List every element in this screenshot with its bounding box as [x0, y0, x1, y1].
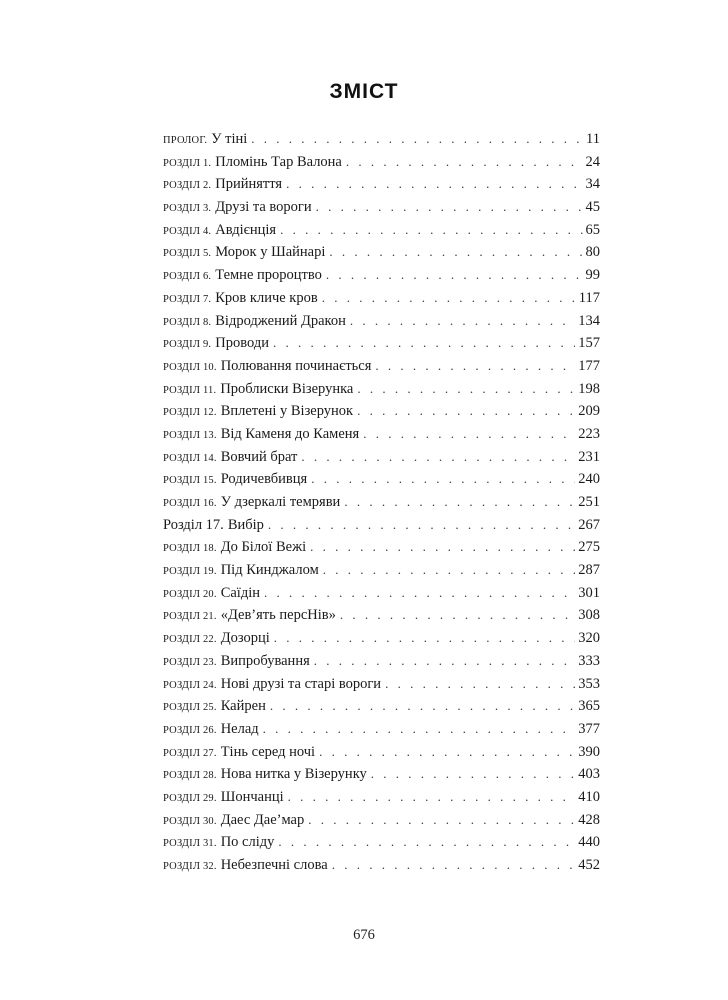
toc-entry-title: Випробування	[220, 652, 310, 669]
toc-entry-page: 452	[578, 857, 600, 873]
toc-entry-title: Вибір	[227, 516, 264, 533]
toc-entry	[163, 332, 600, 355]
toc-entry-title: До Білої Вежі	[220, 539, 307, 556]
toc-entry-label: РОЗДІЛ 6.	[163, 271, 212, 283]
toc-entry	[163, 582, 600, 605]
toc-entry-page: 177	[578, 357, 600, 374]
dot-leader	[268, 514, 575, 537]
toc-entry-title: Прийняття	[215, 176, 283, 193]
toc-entry-page: 377	[578, 720, 600, 737]
toc-entry-label: РОЗДІЛ 21.	[163, 611, 217, 623]
toc-entry	[163, 695, 600, 718]
toc-entry-label: РОЗДІЛ 5.	[163, 248, 212, 260]
toc-entry-title: Авдієнція	[215, 221, 277, 238]
toc-entry-page: 65	[585, 221, 600, 238]
toc-entry-page: 440	[578, 834, 600, 851]
toc-entry-label: РОЗДІЛ 2.	[163, 180, 212, 192]
toc-entry-label: РОЗДІЛ 22.	[163, 634, 217, 646]
toc-entry-page: 45	[585, 199, 600, 216]
toc-entry-page: 157	[578, 335, 600, 352]
toc-entry	[163, 355, 600, 378]
toc-entry-label: РОЗДІЛ 20.	[163, 588, 217, 600]
toc-entry-title: Небезпечні слова	[220, 857, 328, 873]
toc-entry-page: 308	[578, 607, 600, 624]
toc-entry	[163, 378, 600, 401]
toc-entry-title: Вплетені у Візерунок	[220, 403, 354, 420]
dot-leader	[263, 718, 576, 741]
toc-entry	[163, 673, 600, 696]
toc-entry-page: 99	[585, 267, 600, 284]
toc-entry-page: 80	[585, 244, 600, 261]
toc-entry	[163, 219, 600, 242]
toc-entry-label: РОЗДІЛ 30.	[163, 815, 217, 827]
toc-entry-label: РОЗДІЛ 18.	[163, 543, 217, 555]
toc-entry-page: 117	[578, 289, 600, 306]
toc-entry-page: 209	[578, 403, 600, 420]
toc-entry-title: У тіні	[211, 131, 248, 147]
dot-leader	[332, 854, 576, 877]
toc-entry-page: 223	[578, 425, 600, 442]
dot-leader	[316, 196, 583, 219]
toc-entry	[163, 264, 600, 287]
toc-entry-label: ПРОЛОГ.	[163, 135, 208, 146]
toc-entry-label: РОЗДІЛ 7.	[163, 293, 212, 305]
dot-leader	[329, 241, 582, 264]
toc-entry-title: По сліду	[220, 834, 275, 851]
toc-entry-label: РОЗДІЛ 32.	[163, 861, 217, 872]
toc-entry	[163, 854, 600, 877]
toc-entry	[163, 559, 600, 582]
toc-entry	[163, 604, 600, 627]
toc-entry-title: Нова нитка у Візерунку	[220, 766, 367, 783]
toc-entry-label: РОЗДІЛ 29.	[163, 792, 217, 804]
toc-entry	[163, 128, 600, 151]
toc-entry	[163, 468, 600, 491]
toc-entry-page: 11	[586, 131, 600, 147]
toc-entry-title: Морок у Шайнарі	[215, 244, 326, 261]
toc-entry-label: РОЗДІЛ 12.	[163, 407, 217, 419]
toc-entry-title: Даес Дае’мар	[220, 811, 305, 828]
toc-entry-label: РОЗДІЛ 19.	[163, 566, 217, 578]
dot-leader	[314, 650, 576, 673]
dot-leader	[363, 423, 575, 446]
toc-entry	[163, 650, 600, 673]
toc-entry-label: РОЗДІЛ 10.	[163, 361, 217, 373]
dot-leader	[264, 582, 575, 605]
toc-entry	[163, 241, 600, 264]
toc-entry	[163, 763, 600, 786]
toc-entry-label: РОЗДІЛ 27.	[163, 747, 217, 759]
toc-entry-page: 251	[578, 494, 600, 510]
toc-entry-title: Родичевбивця	[220, 471, 308, 488]
table-of-contents	[163, 128, 600, 877]
toc-entry	[163, 514, 600, 537]
toc-entry-title: Проблиски Візерунка	[220, 380, 354, 397]
toc-entry-label: РОЗДІЛ 11.	[163, 384, 217, 396]
toc-entry-label: РОЗДІЛ 14.	[163, 452, 217, 464]
dot-leader	[346, 151, 583, 174]
toc-entry	[163, 786, 600, 809]
dot-leader	[278, 831, 575, 854]
dot-leader	[251, 128, 583, 151]
toc-entry	[163, 151, 600, 174]
dot-leader	[326, 264, 583, 287]
toc-entry-title: Полювання починається	[220, 357, 372, 374]
toc-entry-page: 24	[585, 153, 600, 170]
toc-entry-page: 240	[578, 471, 600, 488]
toc-entry	[163, 741, 600, 764]
toc-entry-label: РОЗДІЛ 23.	[163, 656, 217, 668]
toc-entry-page: 301	[578, 584, 600, 601]
page-number: 676	[353, 927, 375, 943]
toc-entry-label: РОЗДІЛ 25.	[163, 702, 217, 714]
toc-entry-title: Пломінь Тар Валона	[215, 153, 342, 170]
toc-entry-page: 231	[578, 448, 600, 465]
toc-entry-label: РОЗДІЛ 15.	[163, 475, 217, 487]
toc-entry-label: Розділ 17.	[163, 516, 224, 533]
dot-leader	[350, 310, 575, 333]
toc-entry-title: Відроджений Дракон	[215, 312, 346, 329]
toc-entry-label: РОЗДІЛ 13.	[163, 429, 217, 441]
dot-leader	[385, 673, 575, 696]
toc-entry-title: Саїдін	[220, 584, 261, 601]
dot-leader	[319, 741, 575, 764]
toc-entry-title: Темне пророцтво	[215, 267, 322, 284]
toc-entry	[163, 400, 600, 423]
dot-leader	[340, 604, 575, 627]
page-title: ЗМІСТ	[329, 80, 399, 103]
toc-entry-page: 287	[578, 562, 600, 579]
toc-entry	[163, 423, 600, 446]
dot-leader	[371, 763, 575, 786]
toc-entry-label: РОЗДІЛ 3.	[163, 203, 212, 215]
toc-entry-page: 198	[578, 380, 600, 397]
toc-entry-page: 134	[578, 312, 600, 329]
toc-entry-title: Проводи	[215, 335, 269, 352]
toc-entry-title: Дозорці	[220, 630, 270, 647]
toc-entry-label: РОЗДІЛ 28.	[163, 770, 217, 782]
toc-entry-label: РОЗДІЛ 31.	[163, 838, 217, 850]
toc-entry-page: 428	[578, 811, 600, 828]
toc-entry-label: РОЗДІЛ 16.	[163, 498, 217, 509]
toc-entry-title: У дзеркалі темряви	[220, 494, 341, 510]
toc-entry-title: Кров кличе кров	[215, 289, 318, 306]
toc-entry	[163, 310, 600, 333]
dot-leader	[274, 627, 575, 650]
toc-entry-label: РОЗДІЛ 26.	[163, 724, 217, 736]
toc-entry-page: 320	[578, 630, 600, 647]
toc-entry-label: РОЗДІЛ 8.	[163, 316, 212, 328]
dot-leader	[286, 173, 582, 196]
toc-entry	[163, 287, 600, 310]
toc-entry-title: Нові друзі та старі вороги	[220, 675, 382, 692]
dot-leader	[375, 355, 575, 378]
toc-entry-title: Вовчий брат	[220, 448, 298, 465]
toc-entry-page: 353	[578, 675, 600, 692]
dot-leader	[270, 695, 575, 718]
toc-entry	[163, 718, 600, 741]
toc-entry-label: РОЗДІЛ 4.	[163, 225, 212, 237]
toc-entry-title: «Дев’ять персНів»	[220, 607, 336, 624]
toc-entry-page: 267	[578, 516, 600, 533]
toc-entry-page: 410	[578, 788, 600, 805]
toc-entry-page: 390	[578, 743, 600, 760]
toc-entry-title: Друзі та вороги	[215, 199, 312, 216]
toc-entry	[163, 831, 600, 854]
toc-entry	[163, 491, 600, 514]
toc-entry-label: РОЗДІЛ 24.	[163, 679, 217, 691]
toc-entry-label: РОЗДІЛ 9.	[163, 339, 212, 351]
dot-leader	[273, 332, 575, 355]
dot-leader	[357, 378, 575, 401]
toc-entry	[163, 196, 600, 219]
dot-leader	[301, 446, 575, 469]
toc-entry-page: 34	[585, 176, 600, 193]
toc-entry-title: Кайрен	[220, 698, 266, 715]
toc-entry-title: Нелад	[220, 720, 259, 737]
toc-entry-page: 333	[578, 652, 600, 669]
toc-entry-label: РОЗДІЛ 1.	[163, 157, 212, 169]
dot-leader	[323, 559, 576, 582]
toc-entry	[163, 536, 600, 559]
dot-leader	[311, 468, 575, 491]
toc-entry	[163, 809, 600, 832]
dot-leader	[344, 491, 575, 514]
toc-entry-title: Шончанці	[220, 788, 284, 805]
dot-leader	[280, 219, 582, 242]
dot-leader	[308, 809, 575, 832]
toc-entry-title: Від Каменя до Каменя	[220, 425, 360, 442]
toc-entry	[163, 173, 600, 196]
toc-entry	[163, 627, 600, 650]
dot-leader	[322, 287, 576, 310]
toc-entry-title: Тінь серед ночі	[220, 743, 316, 760]
toc-entry-title: Під Кинджалом	[220, 562, 319, 579]
toc-entry-page: 365	[578, 698, 600, 715]
toc-entry-page: 403	[578, 766, 600, 783]
toc-entry	[163, 446, 600, 469]
dot-leader	[310, 536, 575, 559]
dot-leader	[288, 786, 576, 809]
dot-leader	[357, 400, 575, 423]
toc-entry-page: 275	[578, 539, 600, 556]
